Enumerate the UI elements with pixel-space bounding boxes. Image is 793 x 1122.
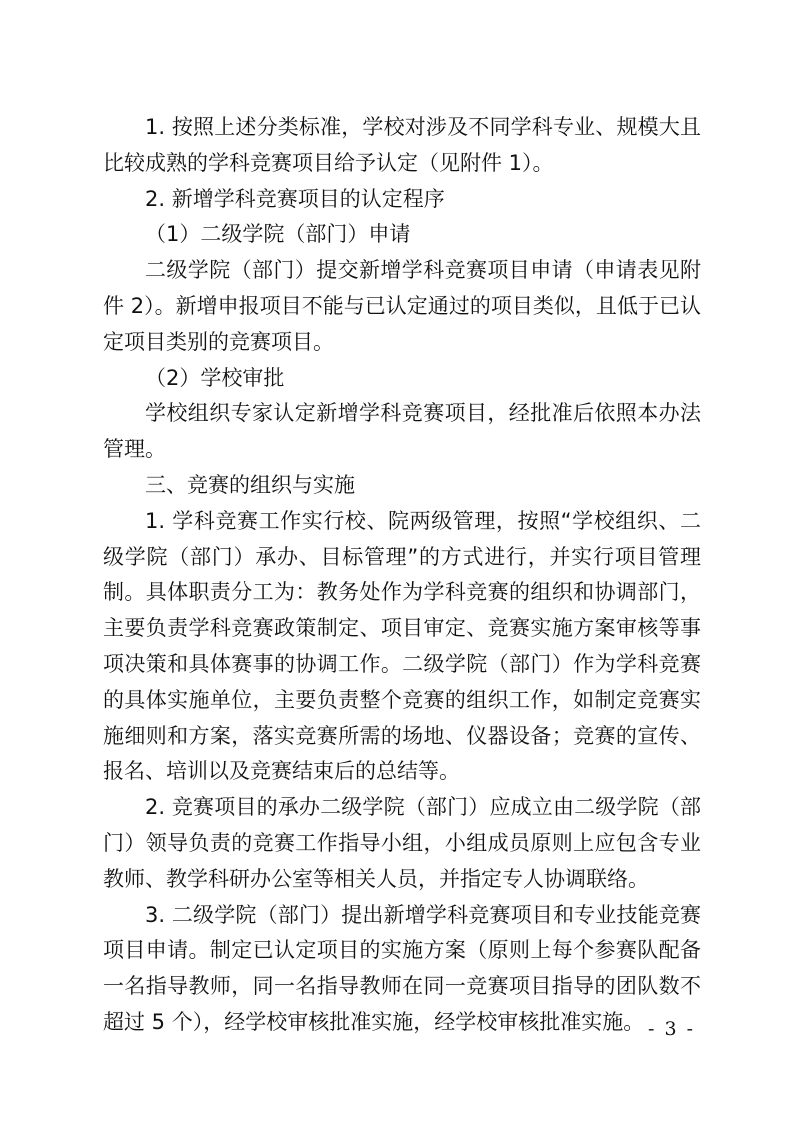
paragraph-3-subheading: （1）二级学院（部门）申请: [145, 222, 411, 247]
paragraph-8: 1. 学科竞赛工作实行校、院两级管理，按照“学校组织、二级学院（部门）承办、目标管理”的方式进行，并实行项目管理制。具体职责分工为：教务处作为学科竞赛的组织和协调部门，主要负责学科竞赛政策制定、项目审定、竞赛实施方案审核等事项决策和具体赛事的协调工作。二级学院（部门）作为学科竞赛的具体实施单位，主要负责整个竞赛的组织工作，如制定竞赛实施细则和方案，落实竞赛所需的场地、仪器设备；竞赛的宣传、报名、培训以及竞赛结束后的总结等。: [103, 508, 701, 784]
paragraph-5-subheading: （2）学校审批: [145, 365, 285, 390]
paragraph-9: 2. 竞赛项目的承办二级学院（部门）应成立由二级学院（部门）领导负责的竞赛工作指导小组，小组成员原则上应包含专业教师、教学科研办公室等相关人员，并指定专人协调联络。: [103, 795, 701, 891]
paragraph-10: 3. 二级学院（部门）提出新增学科竞赛项目和专业技能竞赛项目申请。制定已认定项目的实施方案（原则上每个参赛队配备一名指导教师，同一名指导教师在同一竞赛项目指导的团队数不超过 5 个），经学校审核批准实施，经学校审核批准实施。: [103, 902, 701, 1034]
paragraph-4: 二级学院（部门）提交新增学科竞赛项目申请（申请表见附件 2）。新增申报项目不能与已认定通过的项目类似，且低于已认定项目类别的竞赛项目。: [103, 258, 701, 354]
paragraph-2-heading: 2. 新增学科竞赛项目的认定程序: [145, 186, 445, 211]
paragraph-1: 1. 按照上述分类标准，学校对涉及不同学科专业、规模大且比较成熟的学科竞赛项目给予认定（见附件 1）。: [103, 115, 701, 175]
section-heading: 三、竞赛的组织与实施: [145, 472, 355, 497]
page-number: - 3 -: [647, 1018, 695, 1040]
document-body: [103, 110, 701, 1041]
paragraph-6: 学校组织专家认定新增学科竞赛项目，经批准后依照本办法管理。: [103, 401, 701, 462]
